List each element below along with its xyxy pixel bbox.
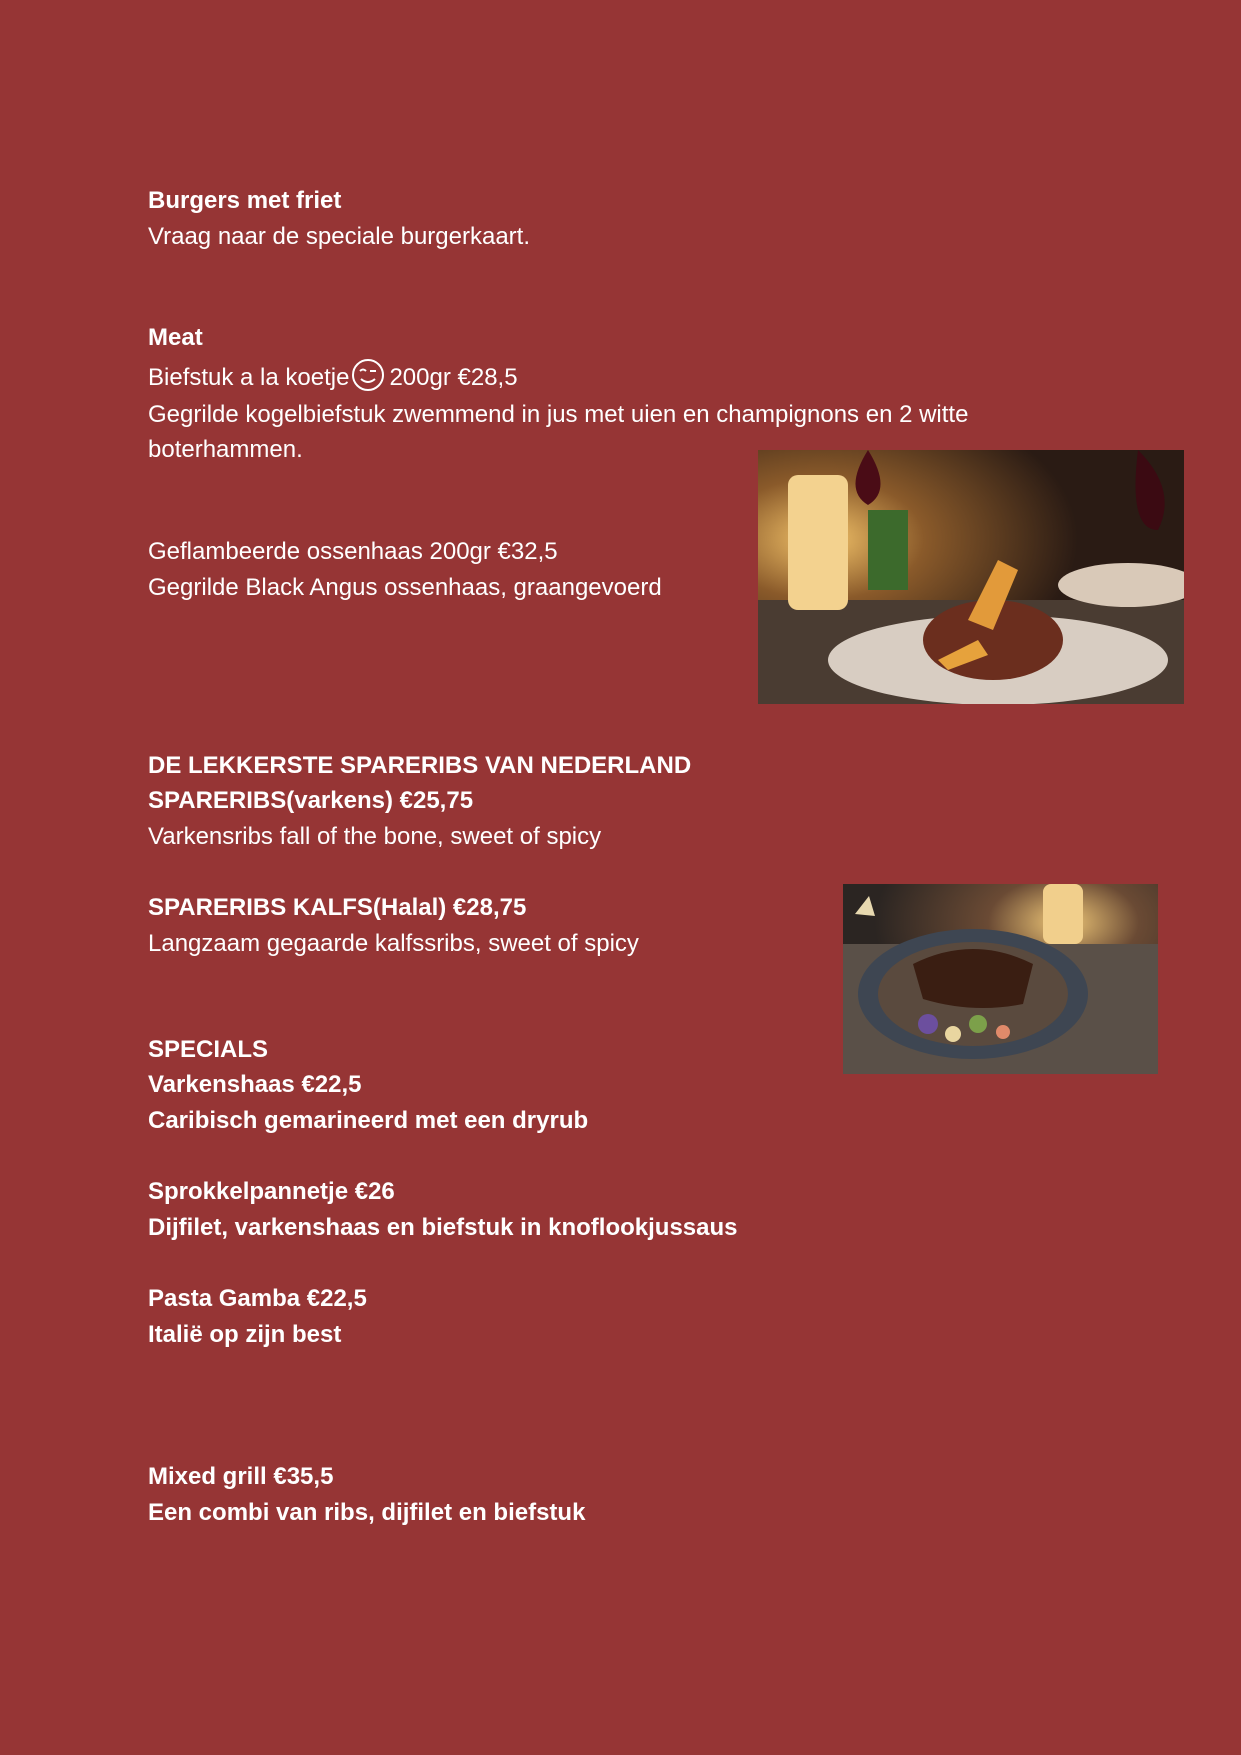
specials-item-sprokkelpannetje: Sprokkelpannetje €26	[148, 1178, 395, 1205]
specials-item-varkenshaas-desc: Caribisch gemarineerd met een dryrub	[148, 1107, 589, 1134]
spareribs-item-kalfs: SPARERIBS KALFS(Halal) €28,75	[148, 894, 527, 921]
meat-item-ossenhaas-desc: Gegrilde Black Angus ossenhaas, graangevoerd	[148, 574, 662, 601]
specials-item-varkenshaas: Varkenshaas €22,5	[148, 1071, 362, 1098]
mixed-grill-item: Mixed grill €35,5	[148, 1463, 334, 1490]
meat-item-biefstuk-name: Biefstuk a la koetje	[148, 364, 350, 391]
mixed-grill-desc: Een combi van ribs, dijfilet en biefstuk	[148, 1499, 586, 1526]
spareribs-item-varkens-desc: Varkensribs fall of the bone, sweet of spicy	[148, 823, 602, 850]
steak-dish-photo	[758, 450, 1184, 704]
spareribs-item-varkens: SPARERIBS(varkens) €25,75	[148, 787, 474, 814]
burgers-heading: Burgers met friet	[148, 187, 342, 214]
spareribs-dish-photo	[843, 884, 1158, 1074]
specials-item-pasta-gamba: Pasta Gamba €22,5	[148, 1285, 367, 1312]
burgers-note: Vraag naar de speciale burgerkaart.	[148, 223, 531, 250]
meat-item-biefstuk-desc: Gegrilde kogelbiefstuk zwemmend in jus met uien en champignons en 2 witte boterhammen.	[148, 401, 969, 463]
spareribs-item-kalfs-desc: Langzaam gegaarde kalfssribs, sweet of spicy	[148, 930, 639, 957]
specials-item-pasta-gamba-desc: Italië op zijn best	[148, 1321, 342, 1348]
meat-item-ossenhaas: Geflambeerde ossenhaas 200gr €32,5	[148, 538, 558, 565]
specials-heading: SPECIALS	[148, 1036, 269, 1063]
meat-heading: Meat	[148, 324, 203, 351]
meat-item-biefstuk	[148, 358, 518, 402]
spareribs-heading: DE LEKKERSTE SPARERIBS VAN NEDERLAND	[148, 752, 692, 779]
specials-item-sprokkelpannetje-desc: Dijfilet, varkenshaas en biefstuk in knoflookjussaus	[148, 1214, 738, 1241]
meat-item-biefstuk-price: 200gr €28,5	[389, 364, 518, 391]
winking-face-icon	[351, 358, 385, 402]
